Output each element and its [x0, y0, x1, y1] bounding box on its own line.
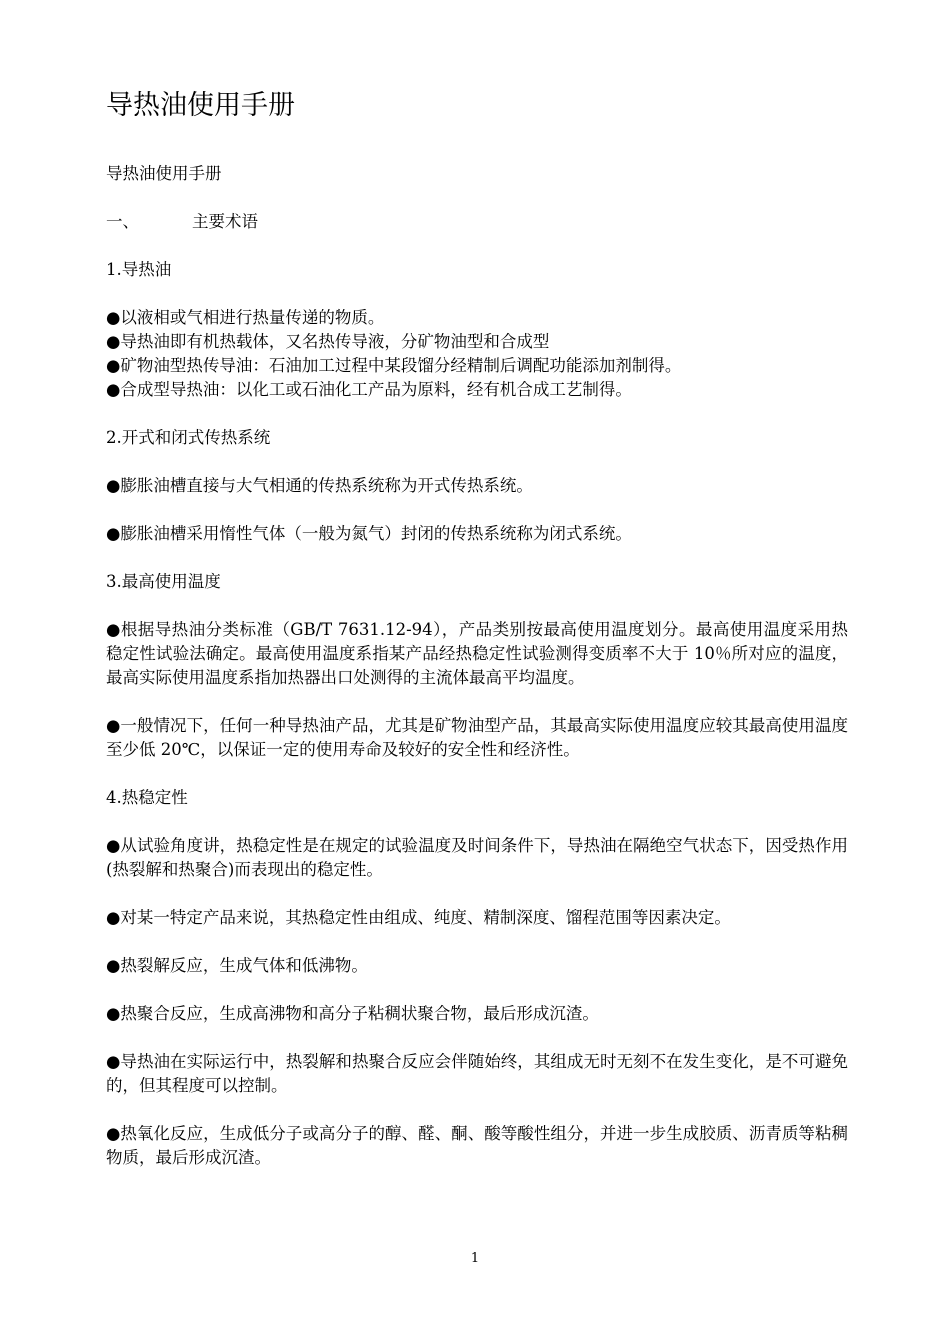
document-body [106, 88, 848, 1194]
paragraph: ●热氧化反应，生成低分子或高分子的醇、醛、酮、酸等酸性组分，并进一步生成胶质、沥青质等粘稠物质，最后形成沉渣。 [106, 1124, 848, 1167]
paragraph: ●一般情况下，任何一种导热油产品，尤其是矿物油型产品，其最高实际使用温度应较其最高使用温度至少低 20℃，以保证一定的使用寿命及较好的安全性和经济性。 [106, 716, 848, 759]
bullet-group-1 [106, 306, 848, 402]
bullet-item: ●矿物油型热传导油：石油加工过程中某段馏分经精制后调配功能添加剂制得。 [106, 356, 682, 375]
subheading-4: 4.热稳定性 [106, 788, 188, 807]
section-label: 主要术语 [192, 212, 258, 231]
bullet-item: ●以液相或气相进行热量传递的物质。 [106, 308, 385, 327]
bullet-item: ●导热油即有机热载体，又名热传导液，分矿物油型和合成型 [106, 332, 550, 351]
paragraph: ●导热油在实际运行中，热裂解和热聚合反应会伴随始终，其组成无时无刻不在发生变化，是不可避免的，但其程度可以控制。 [106, 1052, 848, 1095]
document-title: 导热油使用手册 [106, 90, 295, 121]
paragraph: ●热裂解反应，生成气体和低沸物。 [106, 956, 368, 975]
section-number: 一、 [106, 212, 139, 231]
section-heading-1 [106, 210, 848, 234]
subheading-1: 1.导热油 [106, 260, 172, 279]
paragraph: ●膨胀油槽采用惰性气体（一般为氮气）封闭的传热系统称为闭式系统。 [106, 524, 632, 543]
subheading-2: 2.开式和闭式传热系统 [106, 428, 271, 447]
document-subtitle: 导热油使用手册 [106, 164, 222, 183]
page-number: 1 [470, 1251, 480, 1266]
subheading-3: 3.最高使用温度 [106, 572, 221, 591]
paragraph: ●根据导热油分类标准（GB/T 7631.12-94），产品类别按最高使用温度划分。最高使用温度采用热稳定性试验法确定。最高使用温度系指某产品经热稳定性试验测得变质率不大于 10％所对应的温度，最高实际使用温度系指加热器出口处测得的主流体最高平均温度。 [106, 620, 848, 687]
bullet-item: ●合成型导热油：以化工或石油化工产品为原料，经有机合成工艺制得。 [106, 380, 632, 399]
paragraph: ●对某一特定产品来说，其热稳定性由组成、纯度、精制深度、馏程范围等因素决定。 [106, 908, 731, 927]
paragraph: ●热聚合反应，生成高沸物和高分子粘稠状聚合物，最后形成沉渣。 [106, 1004, 599, 1023]
paragraph: ●从试验角度讲，热稳定性是在规定的试验温度及时间条件下，导热油在隔绝空气状态下，因受热作用(热裂解和热聚合)而表现出的稳定性。 [106, 836, 848, 879]
paragraph: ●膨胀油槽直接与大气相通的传热系统称为开式传热系统。 [106, 476, 533, 495]
